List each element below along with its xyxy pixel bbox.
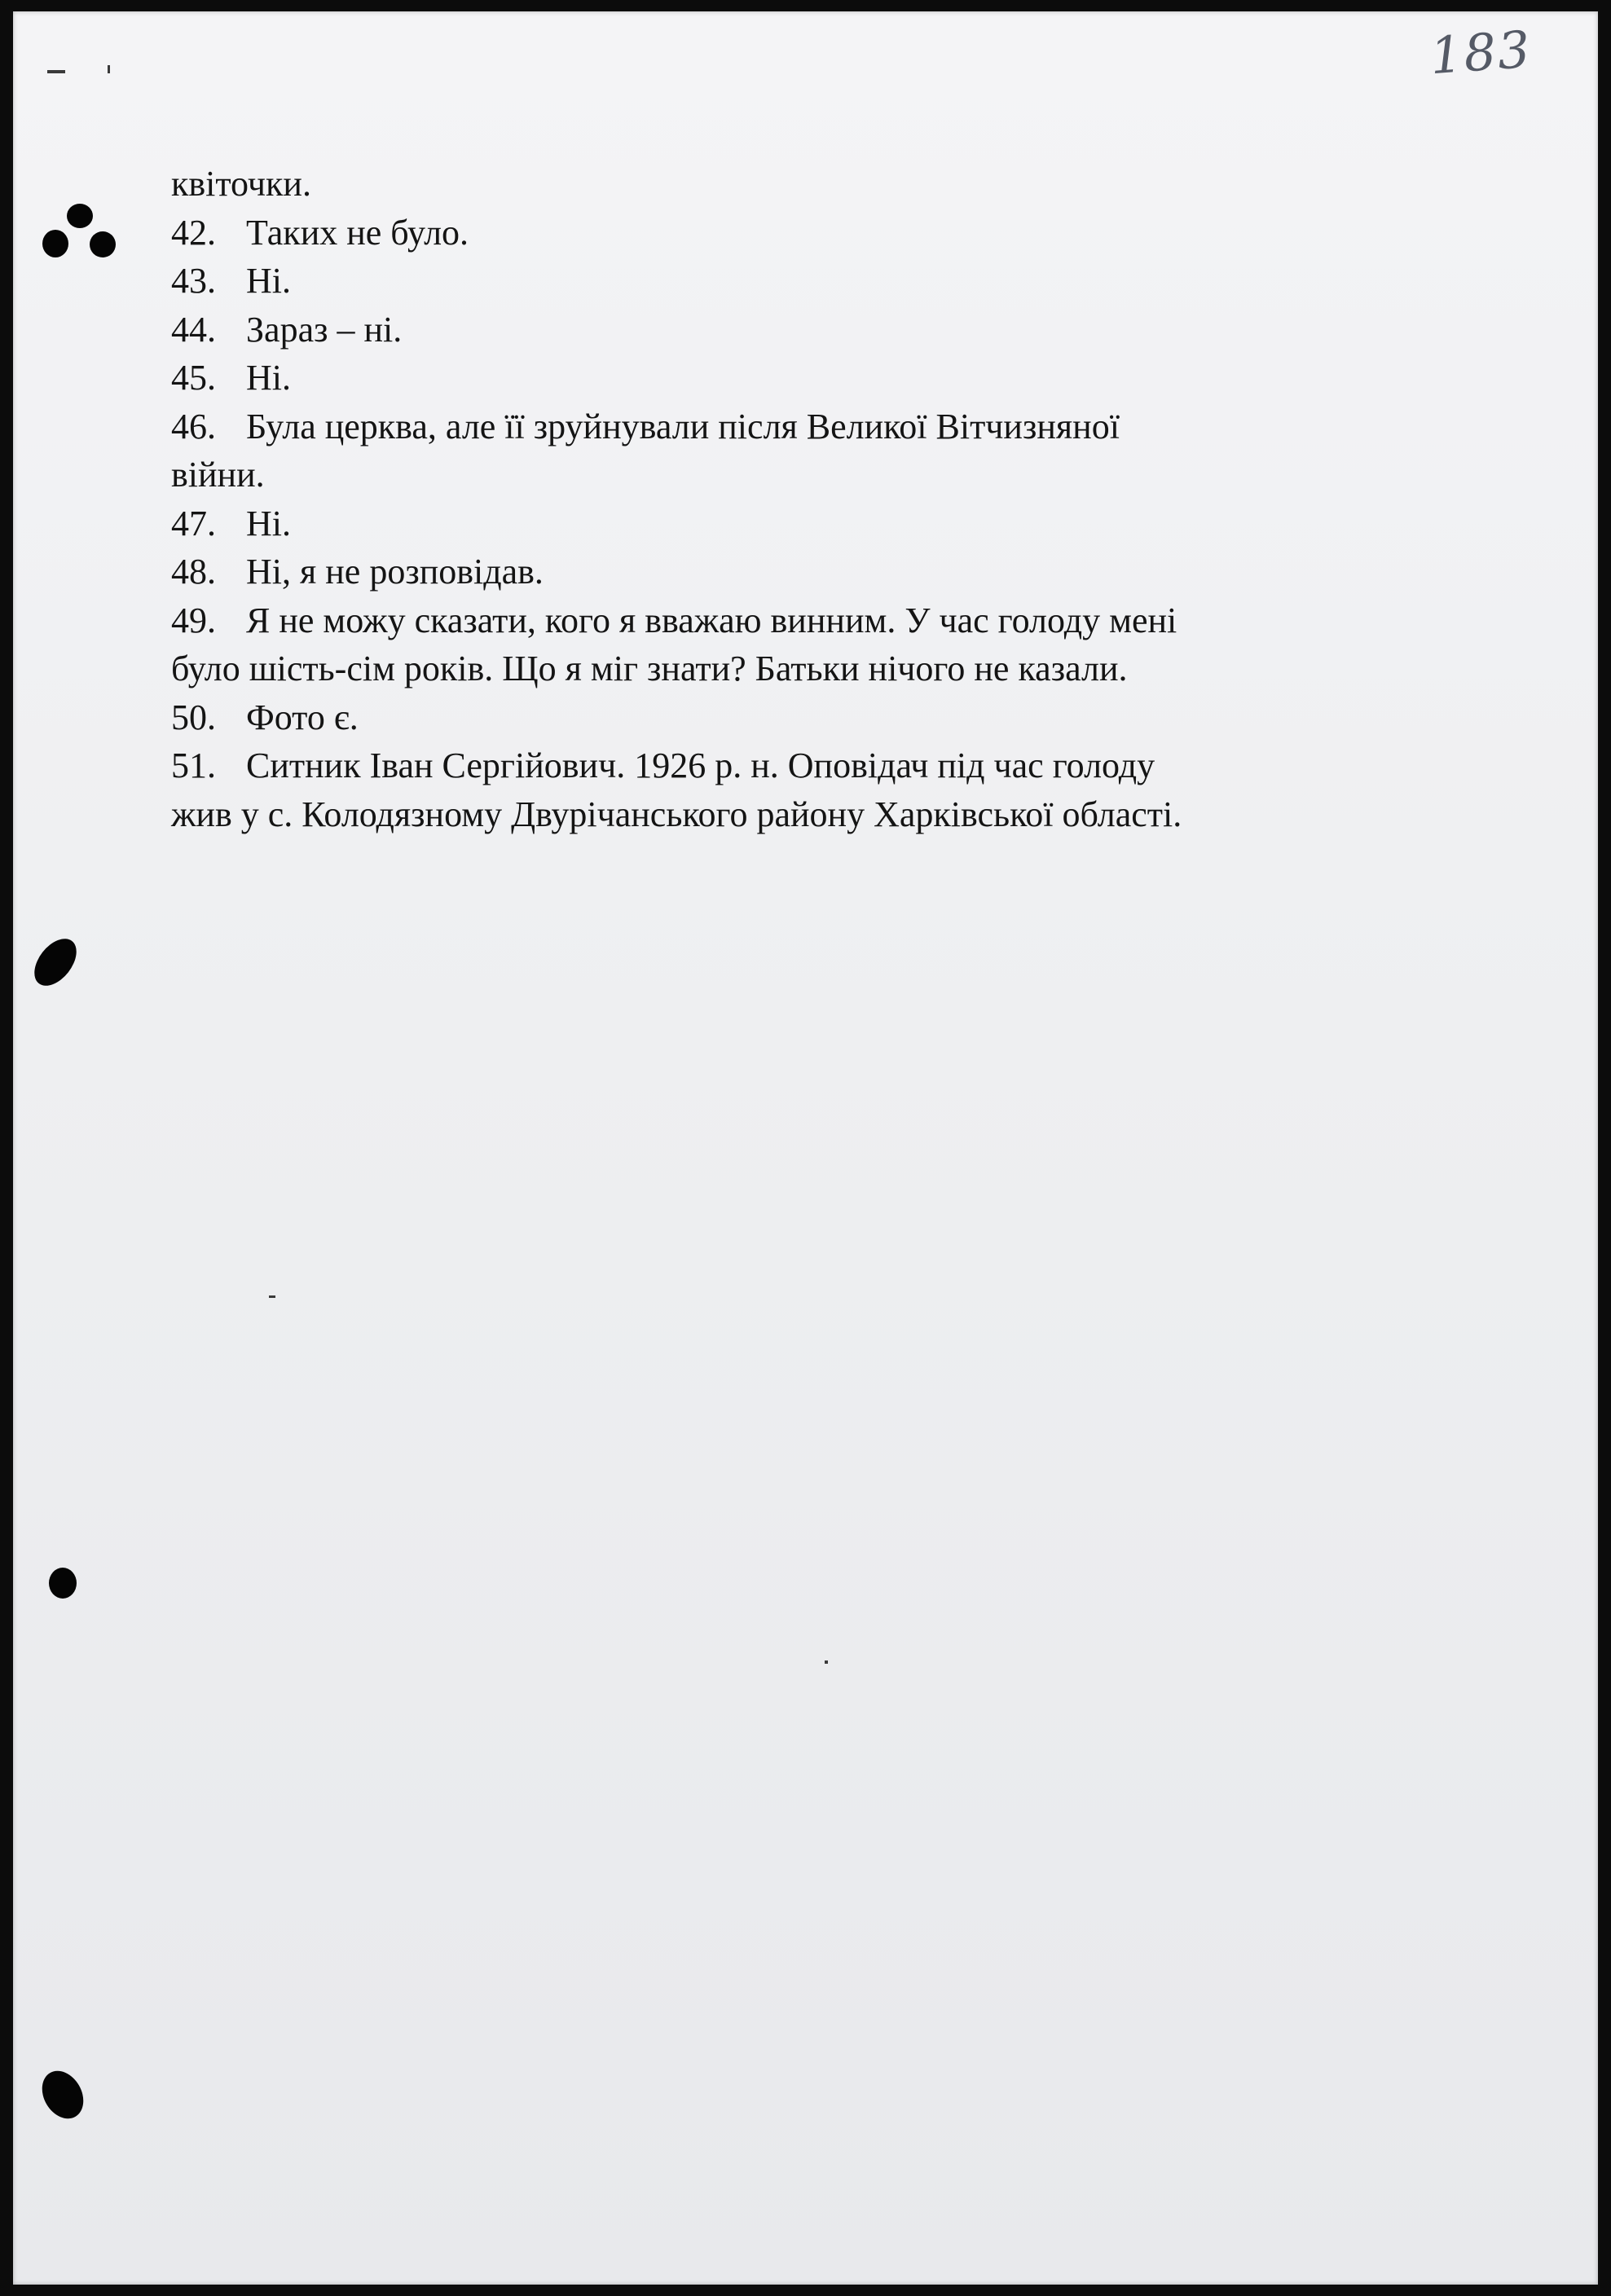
answer-49 <box>171 596 1442 645</box>
answer-number: 50. <box>171 697 216 737</box>
scan-mark <box>825 1660 828 1664</box>
answer-text: Ні. <box>246 503 291 543</box>
answer-47 <box>171 499 1442 548</box>
answer-text: Таких не було. <box>246 212 469 253</box>
answer-text: Ситник Іван Сергійович. 1926 р. н. Оповідач під час голоду <box>246 746 1155 785</box>
answer-number: 47. <box>171 503 216 543</box>
continuation-line: квіточки. <box>171 164 311 204</box>
answer-number: 43. <box>171 261 216 301</box>
punch-hole <box>90 231 116 257</box>
answer-49-continuation: було шість-сім років. Що я міг знати? Батьки нічого не казали. <box>171 649 1128 688</box>
answer-44 <box>171 306 1442 354</box>
answer-text: Зараз – ні. <box>246 309 403 350</box>
answer-46 <box>171 402 1442 451</box>
punch-hole <box>67 204 93 228</box>
answer-text: Ні. <box>246 358 291 398</box>
answer-46-continuation: війни. <box>171 455 265 495</box>
answer-51-continuation: жив у с. Колодязному Двурічанського району Харківської області. <box>171 794 1182 834</box>
answer-text: Ні. <box>246 261 291 301</box>
answer-number: 51. <box>171 746 216 785</box>
answer-text: Була церква, але її зруйнували після Великої Вітчизняної <box>246 406 1120 446</box>
answer-number: 46. <box>171 406 216 446</box>
answer-number: 49. <box>171 600 216 640</box>
scan-mark <box>47 70 65 73</box>
answer-number: 45. <box>171 358 216 398</box>
answers-text <box>171 160 1442 838</box>
scan-mark <box>108 65 110 73</box>
answer-50 <box>171 693 1442 742</box>
page-number: 183 <box>1428 19 1534 86</box>
answer-51 <box>171 741 1442 790</box>
punch-hole <box>49 1568 77 1599</box>
answer-43 <box>171 257 1442 306</box>
scan-mark <box>269 1295 275 1298</box>
answer-number: 42. <box>171 212 216 253</box>
answer-number: 48. <box>171 552 216 592</box>
answer-48 <box>171 548 1442 596</box>
punch-hole <box>42 230 68 257</box>
answer-number: 44. <box>171 309 216 350</box>
answer-text: Фото є. <box>246 697 359 737</box>
answer-text: Я не можу сказати, кого я вважаю винним. У час голоду мені <box>246 600 1177 640</box>
answer-text: Ні, я не розповідав. <box>246 552 544 592</box>
answer-45 <box>171 354 1442 402</box>
answer-42 <box>171 209 1442 257</box>
